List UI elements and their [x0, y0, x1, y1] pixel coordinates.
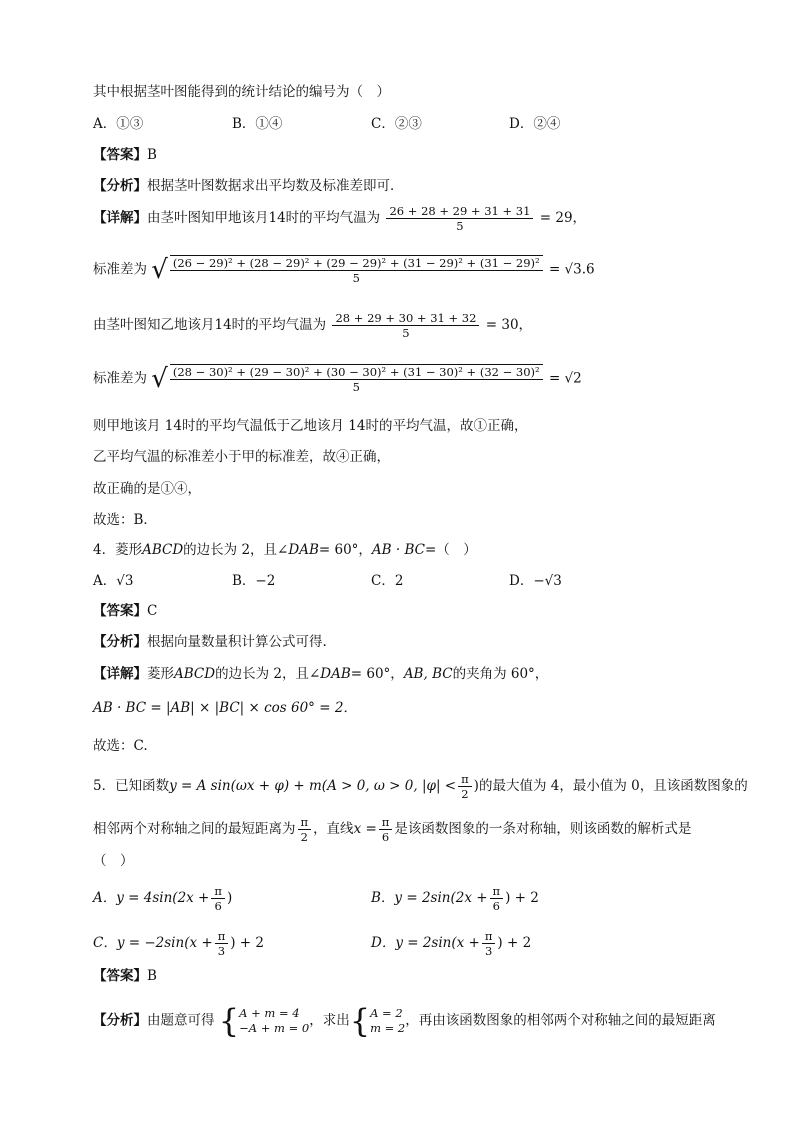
fraction-numerator: (26 − 29)² + (28 − 29)² + (29 − 29)² + (31 − 29)² + (31 − 29)² — [170, 256, 543, 271]
q4-option-b: B．−2 — [232, 573, 276, 589]
q5-option-a — [93, 884, 232, 913]
fraction-denominator: 5 — [352, 271, 360, 285]
option-text-post: ) + 2 — [497, 935, 532, 951]
q4-detail-f: AB, BC — [403, 666, 453, 682]
fraction-denominator: 2 — [300, 830, 308, 844]
analysis-post: ，再由该函数图象的相邻两个对称轴之间的最短距离 — [405, 1012, 716, 1029]
fraction-numerator: 28 + 29 + 30 + 31 + 32 — [332, 311, 479, 326]
q3-option-a: A．①③ — [93, 116, 144, 132]
fraction-numerator: π — [215, 929, 229, 944]
q3-detail-line1 — [93, 204, 586, 233]
q4-stem-eq: = 60°， — [318, 542, 372, 558]
answer-tag: 【答案】 — [93, 147, 147, 163]
q4-option-a: A．√3 — [93, 573, 134, 589]
left-brace-icon: { — [349, 1002, 371, 1040]
analysis-tag: 【分析】 — [93, 178, 147, 194]
pi-over-2-fraction — [298, 815, 312, 844]
q5-stem2-post: 是该函数图象的一条对称轴，则该函数的解析式是 — [394, 821, 692, 837]
detail-tag: 【详解】 — [93, 666, 147, 682]
q4-analysis — [93, 632, 327, 652]
fraction-numerator: π — [458, 772, 472, 787]
option-text: B．y = 2sin(2x + — [371, 890, 488, 906]
std-result: = √2 — [548, 370, 582, 387]
fraction-numerator: π — [379, 815, 393, 830]
answer-value: C — [147, 603, 158, 619]
fraction-denominator: 6 — [214, 899, 222, 913]
analysis-text: 由题意可得 — [147, 1012, 215, 1029]
q4-detail-d: DAB — [320, 666, 351, 682]
fraction-numerator: π — [298, 815, 312, 830]
q4-stem-abcd: ABCD — [142, 542, 184, 558]
system-row: −A + m = 0 — [239, 1021, 310, 1035]
q4-option-d: D．−√3 — [509, 573, 562, 589]
q3-option-c: C．②③ — [371, 116, 422, 132]
fraction-numerator: (28 − 30)² + (29 − 30)² + (30 − 30)² + (31 − 30)² + (32 − 30)² — [170, 365, 543, 380]
q3-detail-line4 — [93, 364, 582, 394]
q4-stem-dab: DAB — [288, 542, 319, 558]
q4-detail-c: 的边长为 2，且∠ — [215, 666, 321, 682]
fraction-numerator: 26 + 28 + 29 + 31 + 31 — [386, 204, 533, 219]
mean-fraction-yi — [332, 311, 479, 340]
fraction-denominator: 3 — [484, 944, 493, 958]
analysis-text: 根据茎叶图数据求出平均数及标准差即可． — [147, 178, 404, 194]
q3-option-d: D．②④ — [509, 116, 561, 132]
q3-conclusion-4: 故选：B． — [93, 512, 157, 528]
q5-option-d — [371, 929, 531, 958]
q4-detail-2: AB · BC = |AB| × |BC| × cos 60° = 2． — [93, 700, 357, 716]
std-result: = √3.6 — [548, 261, 595, 278]
option-text-post: ) — [226, 890, 233, 906]
q3-detail-line3 — [93, 311, 532, 340]
fraction-denominator: 3 — [217, 944, 226, 958]
option-fraction — [215, 929, 229, 958]
equation-system-2 — [370, 1006, 405, 1036]
q4-stem — [93, 540, 477, 560]
pi-over-6-fraction — [379, 815, 393, 844]
system-row: A = 2 — [370, 1006, 403, 1020]
q5-option-c — [93, 929, 264, 958]
system-row: A + m = 4 — [239, 1006, 300, 1020]
q4-conclusion: 故选：C. — [93, 738, 148, 754]
q4-detail-e: = 60°， — [350, 666, 404, 682]
analysis-tag: 【分析】 — [93, 1012, 147, 1029]
q3-conclusion-2: 乙平均气温的标准差小于甲的标准差，故④正确， — [93, 449, 390, 465]
fraction-denominator: 5 — [352, 380, 360, 394]
analysis-text: 根据向量数量积计算公式可得. — [147, 634, 327, 650]
q4-stem-vec: AB · BC — [371, 542, 425, 558]
mean-fraction-jia — [386, 204, 533, 233]
q5-cond-close: ) — [473, 778, 479, 794]
option-fraction — [490, 884, 504, 913]
answer-tag: 【答案】 — [93, 968, 147, 984]
std-fraction-jia — [170, 255, 543, 285]
q5-stem-pre: 5．已知函数 — [93, 778, 170, 794]
mean-result: = 30， — [485, 317, 533, 333]
answer-value: B — [147, 147, 157, 163]
fraction-denominator: 2 — [461, 787, 469, 801]
q3-analysis — [93, 176, 404, 196]
mean-result: = 29， — [539, 210, 587, 226]
q3-option-b: B．①④ — [232, 116, 283, 132]
q5-stem2-pre: 相邻两个对称轴之间的最短距离为 — [93, 821, 296, 837]
q5-stem-line2 — [93, 815, 691, 844]
q4-stem-mid: 的边长为 2，且∠ — [183, 542, 289, 558]
q5-analysis — [93, 1002, 716, 1040]
option-text-post: ) + 2 — [230, 935, 264, 951]
q3-conclusion-1: 则甲地该月 14时的平均气温低于乙地该月 14时的平均气温，故①正确， — [93, 418, 528, 434]
q5-stem-line3: （ ） — [93, 853, 134, 869]
q4-stem-pre: 4．菱形 — [93, 542, 143, 558]
q4-stem-post: =（ ） — [424, 542, 477, 558]
q4-option-c: C．2 — [371, 573, 404, 589]
analysis-mid: ，求出 — [309, 1012, 350, 1029]
q5-stem-post: 的最大值为 4，最小值为 0，且该函数图象的 — [478, 778, 748, 794]
radical-sign-icon: √ — [151, 255, 168, 285]
std-fraction-yi — [170, 364, 543, 394]
q4-detail-a: 菱形 — [147, 666, 174, 682]
radical-sign-icon: √ — [151, 364, 168, 394]
option-fraction — [482, 929, 496, 958]
q3-detail-line2 — [93, 255, 595, 285]
option-fraction — [211, 884, 225, 913]
system-row: m = 2 — [370, 1021, 406, 1035]
q3-stem: 其中根据茎叶图能得到的统计结论的编号为（ ） — [93, 84, 390, 100]
q5-cond: (A > 0, ω > 0, |φ| < — [321, 778, 457, 794]
answer-value: B — [147, 968, 157, 984]
q3-conclusion-3: 故正确的是①④， — [93, 481, 201, 497]
option-text-post: ) + 2 — [505, 890, 539, 906]
q5-stem-line1 — [93, 772, 748, 801]
fraction-numerator: π — [211, 884, 225, 899]
equation-system-1 — [239, 1006, 309, 1036]
fraction-denominator: 6 — [381, 830, 390, 844]
analysis-tag: 【分析】 — [93, 634, 147, 650]
left-brace-icon: { — [218, 1002, 240, 1040]
q4-detail-1 — [93, 664, 548, 684]
std-label: 标准差为 — [93, 370, 147, 387]
q4-detail-g: 的夹角为 60°， — [452, 666, 549, 682]
q5-func: y = A sin(ωx + φ) + m — [169, 778, 322, 794]
q5-stem2-mid: ，直线 — [313, 821, 354, 837]
pi-over-2-fraction — [458, 772, 472, 801]
fraction-numerator: π — [482, 929, 496, 944]
option-text: A．y = 4sin(2x + — [93, 890, 210, 906]
fraction-denominator: 6 — [492, 899, 500, 913]
q5-stem2-x: x = — [353, 821, 377, 837]
q3-answer — [93, 145, 157, 165]
fraction-numerator: π — [490, 884, 504, 899]
fraction-denominator: 5 — [402, 326, 410, 340]
q4-answer — [93, 601, 157, 621]
std-label: 标准差为 — [93, 261, 147, 278]
q5-option-b — [371, 884, 539, 913]
q5-answer — [93, 966, 157, 986]
q4-detail-b: ABCD — [174, 666, 216, 682]
option-text: C．y = −2sin(x + — [93, 935, 213, 951]
detail-text: 由茎叶图知甲地该月14时的平均气温为 — [147, 210, 381, 226]
detail-tag: 【详解】 — [93, 210, 147, 226]
fraction-denominator: 5 — [456, 219, 464, 233]
answer-tag: 【答案】 — [93, 603, 147, 619]
option-text: D．y = 2sin(x + — [371, 935, 480, 951]
detail-text: 由茎叶图知乙地该月14时的平均气温为 — [93, 317, 327, 333]
